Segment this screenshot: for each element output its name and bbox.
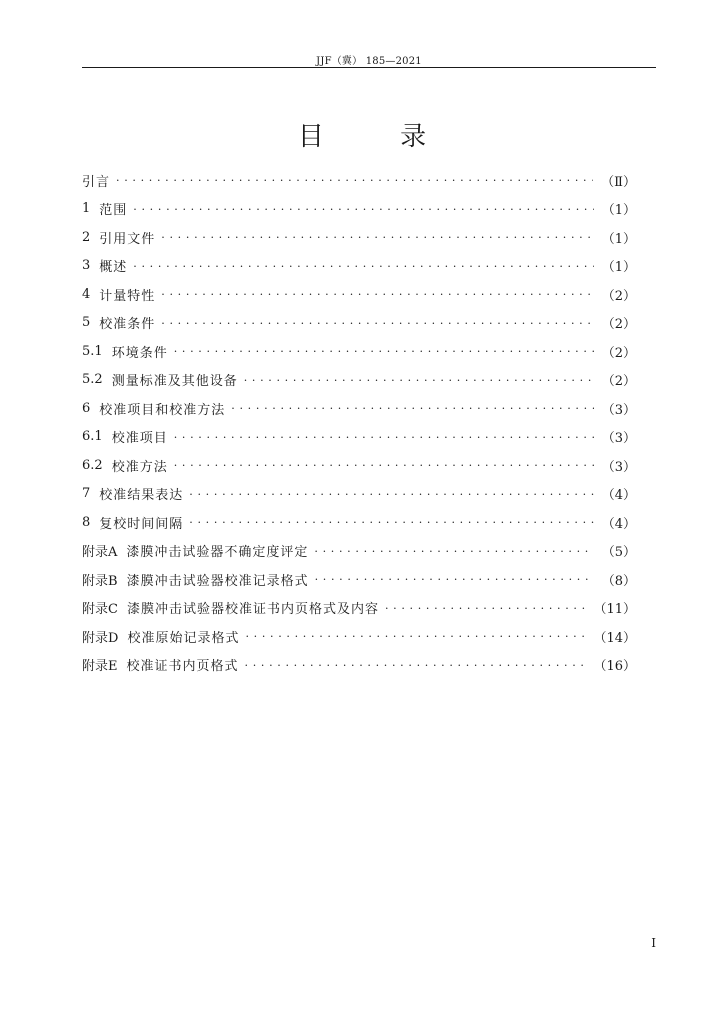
toc-page: （Ⅱ） <box>601 174 636 190</box>
toc-number: 附录B <box>82 573 118 589</box>
toc-entry-3[interactable] <box>82 252 636 281</box>
toc-page: （8） <box>601 573 636 589</box>
toc-page: （4） <box>601 488 636 504</box>
page-header: JJF（冀） 185—2021 <box>316 56 422 67</box>
toc-page: （2） <box>601 317 636 333</box>
toc-label: 引言 <box>82 174 111 190</box>
toc-label: 复校时间间隔 <box>99 516 184 532</box>
toc-number: 6.2 <box>82 457 103 473</box>
page-number: I <box>651 936 656 950</box>
toc-page: （2） <box>601 345 636 361</box>
toc-number: 5 <box>82 315 91 331</box>
toc-entry-appendix-d[interactable] <box>82 622 636 651</box>
toc-label: 漆膜冲击试验器校准记录格式 <box>126 573 309 589</box>
toc-number: 4 <box>82 286 91 302</box>
toc-page: （2） <box>601 288 636 304</box>
toc-page: （14） <box>593 630 636 646</box>
toc-page: （3） <box>601 459 636 475</box>
toc-entry-1[interactable] <box>82 195 636 224</box>
toc-leader-dots <box>245 658 586 672</box>
toc-entry-6[interactable] <box>82 394 636 423</box>
toc-leader-dots <box>189 515 593 529</box>
toc-label: 引用文件 <box>99 231 156 247</box>
toc-entry-appendix-e[interactable] <box>82 651 636 680</box>
toc-leader-dots <box>244 373 594 387</box>
toc-leader-dots <box>174 430 594 444</box>
toc-label: 校准结果表达 <box>99 488 184 504</box>
toc-number: 1 <box>82 201 91 217</box>
toc-leader-dots <box>385 601 585 615</box>
toc-label: 计量特性 <box>99 288 156 304</box>
toc-label: 校准证书内页格式 <box>126 659 239 675</box>
toc-label: 范围 <box>99 203 128 219</box>
toc-label: 校准方法 <box>111 459 168 475</box>
toc-page: （1） <box>601 231 636 247</box>
toc-label: 校准条件 <box>99 317 156 333</box>
toc-number: 2 <box>82 229 91 245</box>
toc-label: 漆膜冲击试验器不确定度评定 <box>126 545 309 561</box>
toc-entry-appendix-a[interactable] <box>82 537 636 566</box>
toc-entry-5[interactable] <box>82 309 636 338</box>
toc-label: 测量标准及其他设备 <box>111 374 238 390</box>
toc-label: 校准原始记录格式 <box>127 630 240 646</box>
toc-leader-dots <box>174 458 594 472</box>
toc-leader-dots <box>174 344 594 358</box>
toc-label: 环境条件 <box>111 345 168 361</box>
toc-entry-intro[interactable] <box>82 166 636 195</box>
toc-entry-appendix-b[interactable] <box>82 565 636 594</box>
toc-page: （5） <box>601 545 636 561</box>
toc-leader-dots <box>315 572 594 586</box>
toc-label: 概述 <box>99 260 128 276</box>
toc-label: 漆膜冲击试验器校准证书内页格式及内容 <box>126 602 379 618</box>
toc-page: （2） <box>601 374 636 390</box>
toc-leader-dots <box>133 202 593 216</box>
toc-leader-dots <box>245 629 585 643</box>
toc-number: 5.1 <box>82 343 103 359</box>
toc-number: 附录C <box>82 602 118 618</box>
toc-page: （16） <box>593 659 636 675</box>
toc-page: （11） <box>593 602 636 618</box>
toc-entry-7[interactable] <box>82 480 636 509</box>
toc-number: 附录E <box>82 659 118 675</box>
toc-leader-dots <box>161 230 593 244</box>
table-of-contents <box>82 166 636 679</box>
toc-number: 7 <box>82 486 91 502</box>
toc-number: 6.1 <box>82 429 103 445</box>
toc-entry-5-1[interactable] <box>82 337 636 366</box>
toc-number: 附录D <box>82 630 119 646</box>
toc-leader-dots <box>161 316 593 330</box>
toc-entry-appendix-c[interactable] <box>82 594 636 623</box>
toc-page: （3） <box>601 431 636 447</box>
toc-leader-dots <box>231 401 593 415</box>
toc-number: 3 <box>82 258 91 274</box>
toc-leader-dots <box>161 287 593 301</box>
toc-entry-2[interactable] <box>82 223 636 252</box>
toc-leader-dots <box>314 544 593 558</box>
page-title: 目 录 <box>297 122 461 152</box>
toc-entry-8[interactable] <box>82 508 636 537</box>
toc-page: （1） <box>601 260 636 276</box>
toc-entry-6-2[interactable] <box>82 451 636 480</box>
toc-leader-dots <box>116 173 593 187</box>
header-rule <box>82 67 656 68</box>
toc-number: 附录A <box>82 545 118 561</box>
toc-number: 8 <box>82 514 91 530</box>
toc-entry-4[interactable] <box>82 280 636 309</box>
toc-label: 校准项目和校准方法 <box>99 402 226 418</box>
toc-leader-dots <box>189 487 593 501</box>
toc-entry-6-1[interactable] <box>82 423 636 452</box>
toc-page: （3） <box>601 402 636 418</box>
toc-entry-5-2[interactable] <box>82 366 636 395</box>
toc-leader-dots <box>133 259 593 273</box>
toc-label: 校准项目 <box>111 431 168 447</box>
toc-page: （1） <box>601 203 636 219</box>
toc-number: 6 <box>82 400 91 416</box>
toc-number: 5.2 <box>82 372 103 388</box>
toc-page: （4） <box>601 516 636 532</box>
